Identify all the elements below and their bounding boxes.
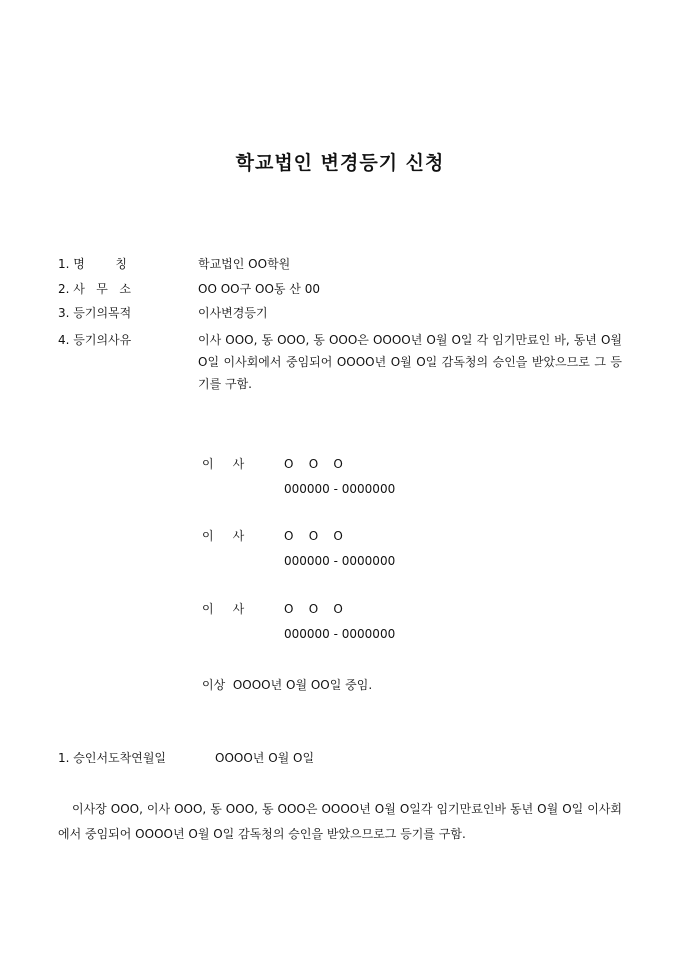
- director-role: 이 사: [202, 529, 245, 543]
- field-label: 1. 명 칭: [58, 257, 127, 271]
- director-role: 이 사: [202, 602, 245, 616]
- field-value: OO OO구 OO동 산 00: [198, 282, 320, 296]
- director-entry: [202, 528, 396, 608]
- approval-date-label: 1. 승인서도착연월일: [58, 751, 167, 765]
- director-entry: [202, 601, 396, 681]
- field-value-reason: 이사 OOO, 동 OOO, 동 OOO은 OOOO년 O월 O일 각 임기만료인 바, 동년 O월 O일 이사회에서 중임되어 OOOO년 O월 O일 감독청의 승인을 받았으므로 그 등기를 구함.: [198, 333, 622, 391]
- field-value: 이사변경등기: [198, 306, 268, 320]
- director-name: O O O: [284, 529, 343, 543]
- director-entry: [202, 456, 396, 536]
- field-label: 2. 사 무 소: [58, 282, 131, 296]
- director-name: O O O: [284, 602, 343, 616]
- director-id-number: 000000 - 0000000: [284, 482, 396, 496]
- field-value: 학교법인 OO학원: [198, 257, 291, 271]
- director-role: 이 사: [202, 457, 245, 471]
- approval-date-value: OOOO년 O월 O일: [215, 751, 315, 765]
- director-id-number: 000000 - 0000000: [284, 554, 396, 568]
- director-name: O O O: [284, 457, 343, 471]
- field-label: 4. 등기의사유: [58, 333, 132, 347]
- closing-paragraph: 이사장 OOO, 이사 OOO, 동 OOO, 동 OOO은 OOOO년 O월 O일각 임기만료인바 동년 O월 O일 이사회에서 중임되어 OOOO년 O월 O일 감독청의 승인을 받았으므로그 등기를 구함.: [58, 802, 622, 841]
- director-id-number: 000000 - 0000000: [284, 627, 396, 641]
- reappointment-summary: 이상 OOOO년 O월 OO일 중임.: [202, 678, 373, 692]
- field-label: 3. 등기의목적: [58, 306, 132, 320]
- document-title: 학교법인 변경등기 신청: [235, 152, 445, 174]
